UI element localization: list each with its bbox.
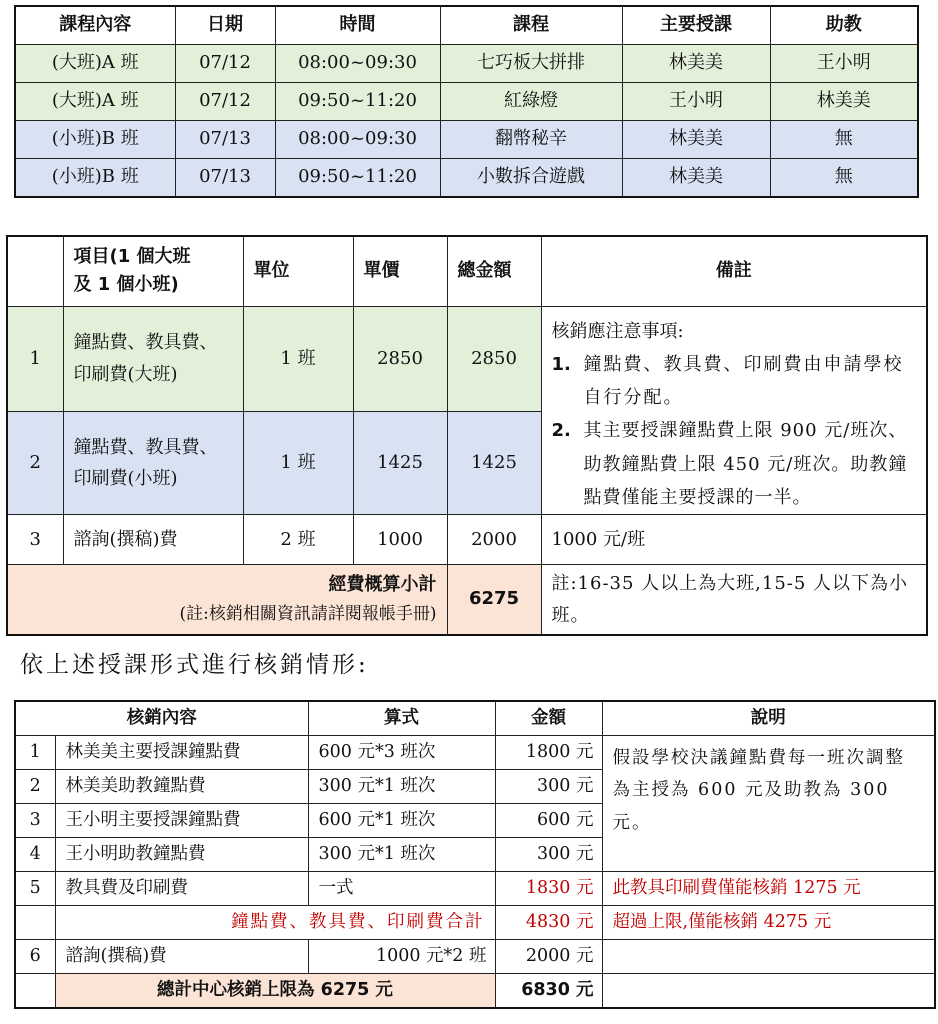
course-cell: 小數拆合遊戲 [440, 159, 622, 198]
table-row [15, 940, 935, 974]
item-cell [63, 306, 243, 412]
total-row [15, 974, 935, 1009]
content-cell: 林美美主要授課鐘點費 [55, 736, 308, 770]
table-row [15, 159, 918, 198]
formula-cell: 600 元*1 班次 [308, 804, 495, 838]
budget-header-item-line1: 項目(1 個大班 [73, 245, 191, 267]
item-cell [63, 412, 243, 515]
subtotal-row [7, 565, 927, 635]
subtotal-sub: (註:核銷相關資訊請詳閱報帳手冊) [179, 604, 437, 625]
row-number: 1 [7, 306, 63, 412]
subtotal-note: 註:16-35 人以上為大班,15-5 人以下為小班。 [541, 565, 927, 635]
subtotal-label: 經費概算小計 [328, 573, 437, 595]
amount-cell: 1830 元 [495, 872, 602, 906]
teacher-cell: 王小明 [622, 83, 770, 121]
time-cell: 09:50~11:20 [275, 159, 440, 198]
subtotal-label-cell [7, 565, 447, 635]
price-cell: 1425 [353, 412, 447, 515]
teacher-cell: 林美美 [622, 159, 770, 198]
class-cell: (大班)A 班 [15, 83, 175, 121]
teacher-cell: 林美美 [622, 45, 770, 83]
schedule-header-content: 課程內容 [15, 6, 175, 45]
amount-cell: 300 元 [495, 770, 602, 804]
schedule-header-row [15, 6, 918, 45]
price-cell: 2850 [353, 306, 447, 412]
time-cell: 09:50~11:20 [275, 83, 440, 121]
amount-cell: 600 元 [495, 804, 602, 838]
row3-note: 1000 元/班 [541, 515, 927, 565]
budget-header-item-line2: 及 1 個小班) [73, 274, 179, 296]
notes-list [552, 348, 917, 514]
course-cell: 紅綠燈 [440, 83, 622, 121]
row-number: 5 [15, 872, 55, 906]
sum-label: 鐘點費、教具費、印刷費合計 [55, 906, 495, 940]
item-line2: 印刷費(小班) [73, 468, 178, 490]
date-cell: 07/13 [175, 159, 275, 198]
date-cell: 07/13 [175, 121, 275, 159]
budget-header-note: 備註 [541, 236, 927, 306]
sum-row [15, 906, 935, 940]
notes-title: 核銷應注意事項: [551, 320, 684, 342]
formula-cell: 1000 元*2 班 [308, 940, 495, 974]
content-cell: 王小明主要授課鐘點費 [55, 804, 308, 838]
note-text: 鐘點費、教具費、印刷費由申請學校自行分配。 [583, 353, 904, 409]
row-number: 1 [15, 736, 55, 770]
schedule-header-teacher: 主要授課 [622, 6, 770, 45]
total-label: 總計中心核銷上限為 6275 元 [55, 974, 495, 1009]
sum-amount: 4830 元 [495, 906, 602, 940]
notes-cell [541, 306, 927, 515]
reimb-header-amount: 金額 [495, 701, 602, 736]
total-explain-cell [602, 974, 935, 1009]
course-cell: 翻幣秘辛 [440, 121, 622, 159]
assistant-cell: 無 [770, 121, 918, 159]
class-cell: (小班)B 班 [15, 121, 175, 159]
date-cell: 07/12 [175, 83, 275, 121]
content-cell: 王小明助教鐘點費 [55, 838, 308, 872]
table-row [15, 872, 935, 906]
schedule-header-assistant: 助教 [770, 6, 918, 45]
formula-cell: 一式 [308, 872, 495, 906]
content-cell: 林美美助教鐘點費 [55, 770, 308, 804]
unit-cell: 2 班 [243, 515, 353, 565]
item-cell: 諮詢(撰稿)費 [63, 515, 243, 565]
price-cell: 1000 [353, 515, 447, 565]
row-number: 3 [15, 804, 55, 838]
total-cell: 1425 [447, 412, 541, 515]
note-item [552, 348, 917, 415]
table-row [7, 306, 927, 412]
table-row [15, 121, 918, 159]
total-amount: 6830 元 [495, 974, 602, 1009]
reimb-header-content: 核銷內容 [15, 701, 308, 736]
budget-header-total: 總金額 [447, 236, 541, 306]
sum-number-cell [15, 906, 55, 940]
amount-cell: 1800 元 [495, 736, 602, 770]
total-cell: 2850 [447, 306, 541, 412]
row-number: 3 [7, 515, 63, 565]
assistant-cell: 無 [770, 159, 918, 198]
class-cell: (小班)B 班 [15, 159, 175, 198]
table-row [15, 45, 918, 83]
note-number: 1. [551, 353, 571, 375]
budget-header-unit: 單位 [243, 236, 353, 306]
total-cell: 2000 [447, 515, 541, 565]
schedule-header-date: 日期 [175, 6, 275, 45]
schedule-table [14, 5, 919, 198]
assistant-cell: 林美美 [770, 83, 918, 121]
assistant-cell: 王小明 [770, 45, 918, 83]
row-number: 2 [15, 770, 55, 804]
budget-header-number [7, 236, 63, 306]
total-number-cell [15, 974, 55, 1009]
reimb-header-formula: 算式 [308, 701, 495, 736]
item-line2: 印刷費(大班) [73, 363, 178, 385]
row5-explain: 此教具印刷費僅能核銷 1275 元 [602, 872, 935, 906]
explain-cell: 假設學校決議鐘點費每一班次調整為主授為 600 元及助教為 300 元。 [602, 736, 935, 872]
course-cell: 七巧板大拼排 [440, 45, 622, 83]
row-number: 2 [7, 412, 63, 515]
section-heading: 依上述授課形式進行核銷情形: [20, 652, 369, 678]
table-row [15, 736, 935, 770]
reimbursement-header-row [15, 701, 935, 736]
budget-header-row [7, 236, 927, 306]
amount-cell: 300 元 [495, 838, 602, 872]
formula-cell: 300 元*1 班次 [308, 838, 495, 872]
amount-cell: 2000 元 [495, 940, 602, 974]
table-row [7, 515, 927, 565]
note-number: 2. [551, 420, 571, 442]
budget-table [6, 235, 928, 636]
note-item [552, 414, 917, 514]
unit-cell: 1 班 [243, 412, 353, 515]
formula-cell: 300 元*1 班次 [308, 770, 495, 804]
content-cell: 諮詢(撰稿)費 [55, 940, 308, 974]
time-cell: 08:00~09:30 [275, 121, 440, 159]
content-cell: 教具費及印刷費 [55, 872, 308, 906]
note-text: 其主要授課鐘點費上限 900 元/班次、助教鐘點費上限 450 元/班次。助教鐘點費僅能主要授課的一半。 [583, 420, 908, 508]
budget-header-price: 單價 [353, 236, 447, 306]
date-cell: 07/12 [175, 45, 275, 83]
schedule-header-time: 時間 [275, 6, 440, 45]
teacher-cell: 林美美 [622, 121, 770, 159]
reimbursement-table [14, 700, 936, 1009]
item-line1: 鐘點費、教具費、 [73, 436, 218, 458]
reimb-header-explain: 說明 [602, 701, 935, 736]
subtotal-value: 6275 [447, 565, 541, 635]
item-line1: 鐘點費、教具費、 [73, 332, 218, 354]
budget-header-item [63, 236, 243, 306]
class-cell: (大班)A 班 [15, 45, 175, 83]
sum-explain: 超過上限,僅能核銷 4275 元 [602, 906, 935, 940]
row-number: 4 [15, 838, 55, 872]
table-row [15, 83, 918, 121]
formula-cell: 600 元*3 班次 [308, 736, 495, 770]
unit-cell: 1 班 [243, 306, 353, 412]
schedule-header-course: 課程 [440, 6, 622, 45]
time-cell: 08:00~09:30 [275, 45, 440, 83]
empty-explain-cell [602, 940, 935, 974]
row-number: 6 [15, 940, 55, 974]
